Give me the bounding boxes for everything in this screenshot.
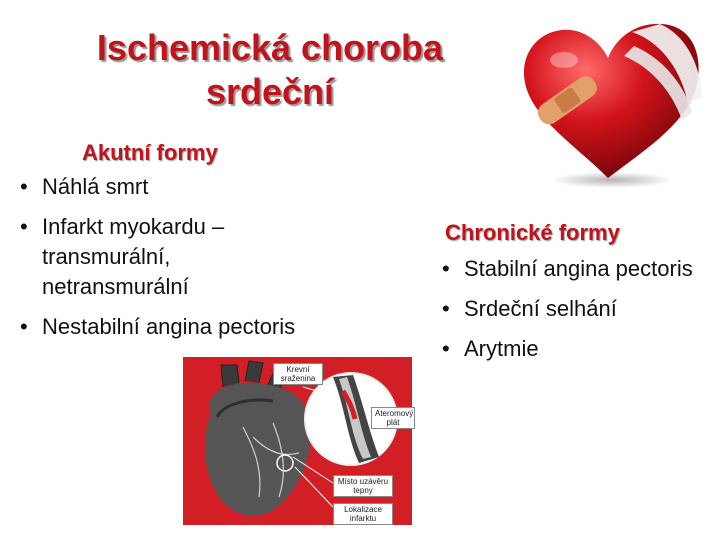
occlusion-label: Místo uzávěru tepny	[333, 475, 393, 497]
bullet-icon: •	[442, 296, 450, 321]
bullet-icon: •	[20, 174, 28, 199]
list-item-text: Stabilní angina pectoris	[464, 256, 693, 281]
slide-title-line1: Ischemická choroba	[96, 27, 444, 68]
list-item	[18, 312, 298, 342]
bullet-icon: •	[442, 336, 450, 361]
list-item	[440, 294, 700, 324]
list-item-text: Arytmie	[464, 336, 539, 361]
list-item	[18, 172, 298, 202]
list-item-text: Náhlá smrt	[42, 174, 149, 199]
bandaged-heart-image	[512, 12, 704, 190]
chronic-forms-heading: Chronické formy	[445, 220, 620, 245]
plaque-label: Ateromový plát	[371, 407, 415, 429]
list-item	[440, 334, 700, 364]
list-item-text: Nestabilní angina pectoris	[42, 314, 296, 339]
list-item-text: Infarkt myokardu – transmurální, netransmurální	[42, 214, 225, 299]
bullet-icon: •	[20, 314, 28, 339]
acute-forms-heading: Akutní formy	[82, 140, 218, 165]
slide-title-line2: srdeční	[205, 71, 335, 112]
list-item	[440, 254, 700, 284]
heart-infarction-diagram	[183, 357, 412, 525]
bullet-icon: •	[442, 256, 450, 281]
clot-label: Krevní sraženina	[273, 363, 323, 385]
bullet-icon: •	[20, 214, 28, 239]
infarct-label: Lokalizace infarktu	[333, 503, 393, 525]
list-item	[18, 212, 298, 302]
slide-title	[40, 26, 500, 114]
chronic-forms-list	[440, 254, 700, 374]
acute-forms-list	[18, 172, 298, 352]
list-item-text: Srdeční selhání	[464, 296, 617, 321]
